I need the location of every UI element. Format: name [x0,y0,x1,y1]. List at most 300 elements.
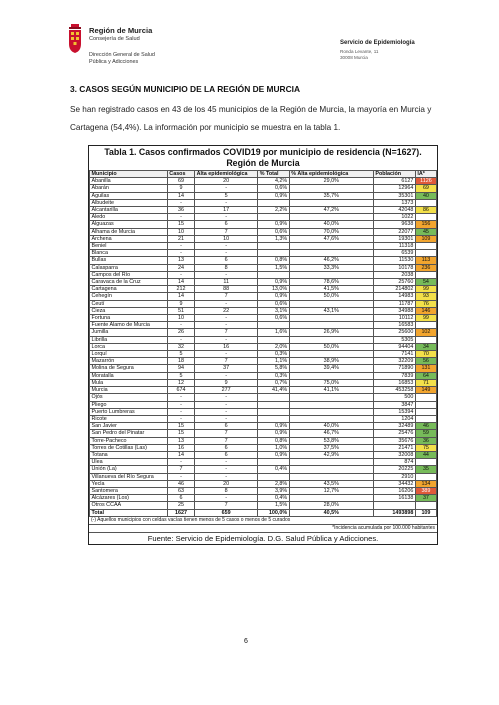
table-cell [258,250,290,257]
table-cell: 10112 [373,315,415,322]
directorate-name: Dirección General de Salud Pública y Adicciones [89,52,155,65]
table-cell: 41,1% [289,387,373,394]
table-row [90,199,437,206]
table-cell: - [195,185,258,192]
table-cell: Torres de Cotillas (Las) [90,444,168,451]
table-row [90,408,437,415]
table-cell: - [195,408,258,415]
table-cell: 63 [167,487,194,494]
table-cell: 21471 [373,444,415,451]
table-cell [289,250,373,257]
table-cell: 94404 [373,343,415,350]
table-cell: 19301 [373,235,415,242]
table-cell [289,401,373,408]
table-cell [258,401,290,408]
table-cell: 0,9% [258,293,290,300]
table-cell: 2038 [373,271,415,278]
ia-cell: 76 [415,300,436,307]
ia-cell [415,459,436,466]
table-cell: 32489 [373,423,415,430]
table-cell: 100,0% [258,509,290,516]
table-cell: Abanilla [90,178,168,185]
table-cell: Lorca [90,343,168,350]
table-cell: 1022 [373,214,415,221]
table-cell: 11318 [373,243,415,250]
table-cell: 11 [195,279,258,286]
col-header: % Alta epidemiológica [289,171,373,178]
table-cell: 11530 [373,257,415,264]
table-cell: Bullas [90,257,168,264]
table-cell: 20225 [373,466,415,473]
table-cell: Total [90,509,168,516]
table-cell [289,459,373,466]
table-cell: - [167,336,194,343]
table-cell: 25 [167,502,194,509]
ia-cell: 64 [415,372,436,379]
ia-cell: 1126 [415,178,436,185]
table-cell: 50,0% [289,343,373,350]
table-cell: - [195,495,258,502]
table-cell: Lorquí [90,351,168,358]
table-cell: 6127 [373,178,415,185]
table-cell: 43,5% [289,480,373,487]
ia-cell: 36 [415,437,436,444]
table-cell: 20 [195,178,258,185]
table-cell: Yecla [90,480,168,487]
table-cell: 6 [195,444,258,451]
table-cell: 22 [195,307,258,314]
ia-cell [415,473,436,480]
table-cell: 7 [195,502,258,509]
table-row [90,351,437,358]
table-cell: 15 [167,430,194,437]
table-cell: 16 [167,444,194,451]
ia-cell [415,214,436,221]
table-cell: 22077 [373,228,415,235]
table-cell: 1,3% [258,235,290,242]
table-cell: Fortuna [90,315,168,322]
table-cell: 12964 [373,185,415,192]
table-cell: - [167,199,194,206]
table-row [90,257,437,264]
col-header: IA* [415,171,436,178]
table-cell: Archena [90,235,168,242]
table-note-empty-cells: (-) Aquellos municipios con celdas vacías tienen menos de 5 casos o menos de 5 curados [89,517,437,525]
table-cell [289,300,373,307]
table-cell: 12 [167,379,194,386]
table-cell: 7839 [373,372,415,379]
ia-cell [415,401,436,408]
table-row [90,264,437,271]
ia-cell: 109 [415,235,436,242]
table-cell: 7141 [373,351,415,358]
ia-cell: 34 [415,343,436,350]
table-row [90,214,437,221]
table-cell: - [195,336,258,343]
table-cell: 75,0% [289,379,373,386]
table-cell: 37 [195,365,258,372]
table-cell: Unión (La) [90,466,168,473]
table-cell: 6539 [373,250,415,257]
table-cell: 5 [167,351,194,358]
table-cell: 0,6% [258,185,290,192]
table-cell: 3,9% [258,487,290,494]
table-cell: 39,4% [289,365,373,372]
table-cell: Ceutí [90,300,168,307]
ia-cell [415,250,436,257]
table-cell: 5305 [373,336,415,343]
table-cell: 16206 [373,487,415,494]
table-row [90,459,437,466]
ia-cell [415,408,436,415]
ia-cell [415,271,436,278]
ia-cell: 149 [415,387,436,394]
table-row [90,307,437,314]
ia-cell: 236 [415,264,436,271]
col-header: Alta epidemiológica [195,171,258,178]
table-cell: - [195,401,258,408]
table-cell: 0,4% [258,466,290,473]
table-cell: 16138 [373,495,415,502]
table-cell: 6 [167,495,194,502]
table-cell: 69 [167,178,194,185]
col-header: Casos [167,171,194,178]
table-cell: 1,6% [258,329,290,336]
table-cell [258,394,290,401]
table-cell: 4,2% [258,178,290,185]
table-row [90,343,437,350]
ia-cell: 40 [415,192,436,199]
table-cell: - [167,250,194,257]
table-cell: 38,9% [289,358,373,365]
table-cell: 20 [195,480,258,487]
ia-cell: 156 [415,221,436,228]
table-cell: 1,0% [258,444,290,451]
table-cell: 15 [167,221,194,228]
table-cell: 36 [167,207,194,214]
table-cell [289,315,373,322]
table-cell: 42048 [373,207,415,214]
table-cell: 41,4% [258,387,290,394]
table-cell: 0,9% [258,221,290,228]
table-cell: 29,0% [289,178,373,185]
table-cell: Mazarrón [90,358,168,365]
ia-cell: 59 [415,430,436,437]
ia-cell: 54 [415,279,436,286]
table-cell [289,322,373,329]
table-row [90,430,437,437]
table-row [90,329,437,336]
table-cell: 659 [195,509,258,516]
table-cell: 9 [167,185,194,192]
table-row [90,372,437,379]
table-cell: 40,0% [289,221,373,228]
ia-cell [415,415,436,422]
table-row [90,451,437,458]
table-cell: 2,8% [258,480,290,487]
ia-cell: 389 [415,487,436,494]
table-cell: 8 [195,264,258,271]
table-cell: 33,3% [289,264,373,271]
table-cell: 5,8% [258,365,290,372]
table-row [90,221,437,228]
table-cell: 71890 [373,365,415,372]
ia-cell [415,322,436,329]
table-cell: Pliego [90,401,168,408]
table-cell: - [167,473,194,480]
page-number: 6 [244,638,248,645]
table-cell: 7 [195,293,258,300]
table-cell [258,415,290,422]
table-cell: - [195,394,258,401]
table-cell: 13 [167,437,194,444]
table-cell: Torre-Pacheco [90,437,168,444]
table-cell: 34988 [373,307,415,314]
ia-cell: 113 [415,257,436,264]
table-cell: 10 [167,228,194,235]
table-cell: 11787 [373,300,415,307]
table-cell: Aledo [90,214,168,221]
ia-cell [415,502,436,509]
table-cell: 1627 [167,509,194,516]
ia-cell [415,394,436,401]
table-cell: 16853 [373,379,415,386]
letterhead [68,24,448,80]
service-address: Ronda Levante, 11 30008 Murcia [340,49,379,60]
table-cell: 13 [167,257,194,264]
table-cell: - [167,394,194,401]
table-cell: - [195,315,258,322]
table-cell: 32 [167,343,194,350]
ia-cell: 102 [415,329,436,336]
table-cell: 34432 [373,480,415,487]
table-cell: 7 [195,358,258,365]
table-cell: Alguazas [90,221,168,228]
table-cell: - [195,214,258,221]
table-cell: 18 [167,358,194,365]
ia-cell: 75 [415,444,436,451]
table-cell: 70,0% [289,228,373,235]
table-body [90,178,437,509]
table-cell [289,415,373,422]
table-row [90,387,437,394]
table-cell: 25760 [373,279,415,286]
table-cell: 78,6% [289,279,373,286]
table-cell: 10178 [373,264,415,271]
table-cell: Mula [90,379,168,386]
table-cell [258,459,290,466]
table-cell [289,351,373,358]
table-cell: 0,9% [258,279,290,286]
org-name: Región de Murcia [89,26,153,35]
table-cell: 9638 [373,221,415,228]
table-cell: Caravaca de la Cruz [90,279,168,286]
table-row [90,480,437,487]
table-cell: 35301 [373,192,415,199]
ia-cell: 37 [415,495,436,502]
ia-cell [415,336,436,343]
table-cell: - [195,271,258,278]
table-cell [258,473,290,480]
table-cell: - [195,459,258,466]
table-row [90,358,437,365]
table-cell: 14 [167,192,194,199]
table-cell: 9 [195,379,258,386]
table-cell [373,502,415,509]
table-cell [258,408,290,415]
table-cell: 35676 [373,437,415,444]
table-cell: Moratalla [90,372,168,379]
table-row [90,379,437,386]
table-total-row [90,509,437,516]
cases-table [89,170,437,517]
intro-paragraph: Se han registrado casos en 43 de los 45 municipios de la Región de Murcia, la mayoría en Murcia y Cartagena (54,4%). La información por municipio se muestra en la tabla 1. [70,105,432,132]
table-cell [289,243,373,250]
ia-cell [415,243,436,250]
cases-table-frame [88,145,438,545]
table-cell: San Pedro del Pinatar [90,430,168,437]
table-cell: - [167,401,194,408]
ia-cell: 44 [415,451,436,458]
table-cell: - [167,415,194,422]
table-cell: - [195,243,258,250]
table-cell: - [195,466,258,473]
table-cell: 0,8% [258,257,290,264]
table-cell: - [195,351,258,358]
table-row [90,178,437,185]
table-cell: 7 [167,466,194,473]
table-cell: 25476 [373,430,415,437]
table-cell: 47,6% [289,235,373,242]
table-row [90,228,437,235]
table-row [90,243,437,250]
ia-cell: 134 [415,480,436,487]
table-cell: 674 [167,387,194,394]
table-cell: 7 [195,437,258,444]
table-cell: 46 [167,480,194,487]
table-cell: 1493898 [373,509,415,516]
table-row [90,250,437,257]
table-cell: - [195,372,258,379]
table-row [90,192,437,199]
table-cell [289,214,373,221]
table-cell: Ojós [90,394,168,401]
table-cell: Otros CCAA [90,502,168,509]
table-cell [258,336,290,343]
table-cell: 7 [195,430,258,437]
table-cell: 0,6% [258,315,290,322]
table-cell: Cartagena [90,286,168,293]
ia-cell: 131 [415,365,436,372]
table-cell: 500 [373,394,415,401]
ia-cell: 46 [415,423,436,430]
table-cell: 214802 [373,286,415,293]
table-cell: 14 [167,293,194,300]
table-cell: 277 [195,387,258,394]
table-cell: Aguilas [90,192,168,199]
ia-cell: 146 [415,307,436,314]
col-header: Población [373,171,415,178]
table-cell: 8 [195,487,258,494]
table-cell: 13,0% [258,286,290,293]
table-row [90,473,437,480]
table-cell: Ricote [90,415,168,422]
table-cell: 28,0% [289,502,373,509]
table-cell: 40,0% [289,423,373,430]
table-row [90,336,437,343]
table-cell: Jumilla [90,329,168,336]
table-cell: 42,9% [289,451,373,458]
table-cell: - [195,300,258,307]
table-row [90,279,437,286]
table-cell: 0,8% [258,437,290,444]
table-row [90,415,437,422]
table-cell: 0,9% [258,430,290,437]
table-cell [258,243,290,250]
table-cell: 0,3% [258,351,290,358]
table-cell: 1204 [373,415,415,422]
table-cell: Blanca [90,250,168,257]
table-row [90,423,437,430]
table-cell [289,473,373,480]
ia-cell: 86 [415,207,436,214]
table-cell [258,214,290,221]
table-cell: 109 [415,509,436,516]
table-row [90,487,437,494]
table-cell: 35,7% [289,192,373,199]
table-cell: 2,2% [258,207,290,214]
table-cell: 14 [167,451,194,458]
table-cell: - [195,322,258,329]
table-row [90,401,437,408]
table-cell: 0,6% [258,300,290,307]
table-cell: - [167,459,194,466]
table-cell: 0,4% [258,495,290,502]
table-cell [289,372,373,379]
table-row [90,293,437,300]
table-cell: Albudeite [90,199,168,206]
table-cell: 21 [167,235,194,242]
ia-cell: 69 [415,185,436,192]
table-cell [289,336,373,343]
table-cell: Fuente Alamo de Murcia [90,322,168,329]
table-cell: 0,9% [258,192,290,199]
table-cell: 46,7% [289,430,373,437]
ia-cell: 35 [415,466,436,473]
table-cell: 43,1% [289,307,373,314]
table-cell: 94 [167,365,194,372]
table-cell [289,495,373,502]
table-cell: Puerto Lumbreras [90,408,168,415]
table-cell: 40,5% [289,509,373,516]
table-cell: 50,0% [289,293,373,300]
table-cell: 10 [195,235,258,242]
table-cell: 26 [167,329,194,336]
table-row [90,322,437,329]
table-row [90,271,437,278]
table-cell: 26,9% [289,329,373,336]
table-cell: 24 [167,264,194,271]
service-name: Servicio de Epidemiología [340,40,415,46]
table-cell: Molina de Segura [90,365,168,372]
table-cell: 3,1% [258,307,290,314]
table-cell [289,185,373,192]
table-cell: Calasparra [90,264,168,271]
table-row [90,365,437,372]
table-cell [258,199,290,206]
table-cell: 16583 [373,322,415,329]
table-cell: - [195,415,258,422]
